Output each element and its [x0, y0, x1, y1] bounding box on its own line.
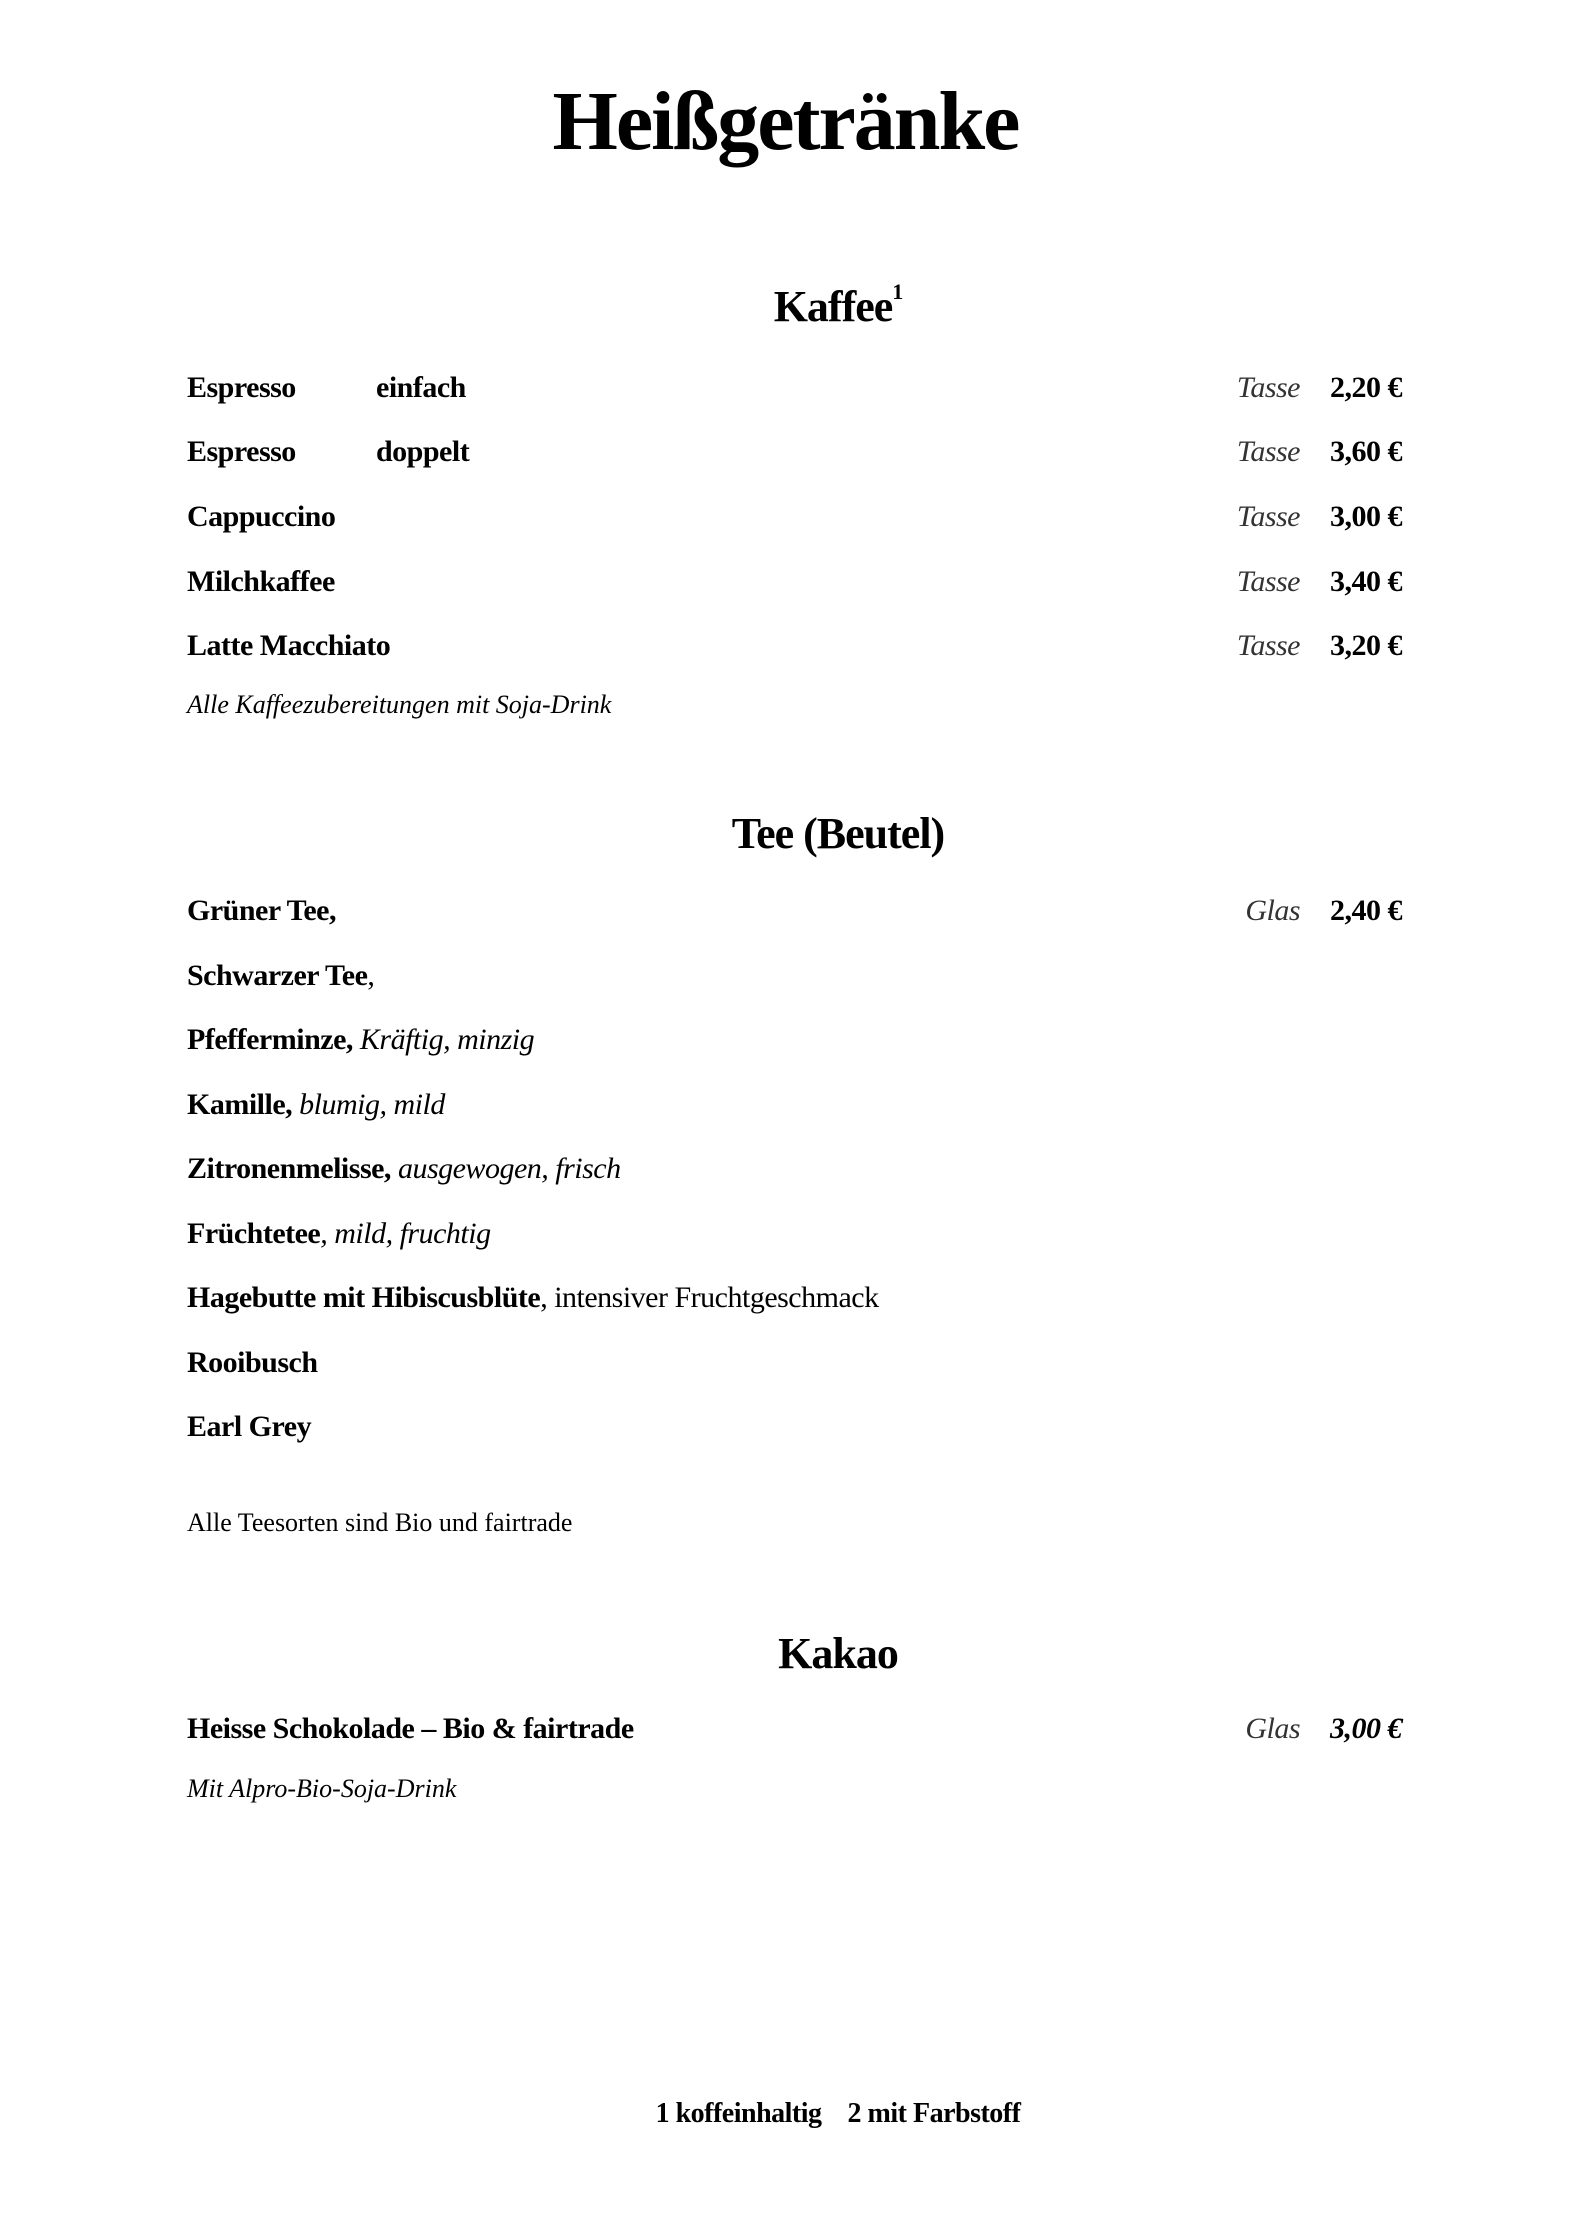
item-price: 3,00 € — [1330, 1712, 1402, 1745]
item-price: 2,40 € — [1330, 894, 1402, 927]
item-name: Espresso — [187, 435, 296, 468]
menu-item-milchkaffee — [187, 560, 1402, 604]
menu-item-heisse-schokolade — [187, 1707, 1402, 1751]
footnote-1: 1 koffeinhaltig — [655, 2098, 822, 2129]
item-unit: Glas — [1245, 1712, 1300, 1745]
kakao-note: Mit Alpro-Bio-Soja-Drink — [187, 1774, 457, 1803]
kaffee-heading-text: Kaffee — [773, 282, 893, 331]
section-heading-tee: Tee (Beutel) — [731, 809, 945, 858]
item-name: Cappuccino — [187, 500, 336, 533]
item-description: , — [367, 959, 375, 992]
item-price: 3,20 € — [1330, 629, 1402, 662]
item-name-text: Früchtetee — [187, 1217, 321, 1250]
tee-note: Alle Teesorten sind Bio und fairtrade — [187, 1508, 573, 1537]
item-description: , mild, fruchtig — [320, 1217, 491, 1250]
item-description: ausgewogen, frisch — [390, 1152, 621, 1185]
item-price: 2,20 € — [1330, 371, 1402, 404]
item-name: Espresso — [187, 371, 296, 404]
item-name-text: Kamille, — [187, 1088, 293, 1121]
kaffee-footnote-marker: 1 — [892, 279, 903, 305]
item-unit: Tasse — [1236, 565, 1300, 598]
item-name — [187, 1212, 491, 1256]
menu-item-pfefferminze — [187, 1018, 1402, 1062]
menu-item-fruechtetee — [187, 1212, 1402, 1256]
item-description: blumig, mild — [292, 1088, 445, 1121]
footnotes — [0, 2098, 1571, 2130]
item-description: Kräftig, minzig — [352, 1023, 535, 1056]
item-name — [187, 889, 336, 933]
item-name — [187, 1018, 534, 1062]
item-unit: Tasse — [1236, 435, 1300, 468]
item-name — [187, 954, 374, 998]
menu-item-cappuccino — [187, 495, 1402, 539]
kaffee-note: Alle Kaffeezubereitungen mit Soja-Drink — [187, 690, 612, 719]
section-heading-kakao: Kakao — [778, 1629, 898, 1678]
item-name — [187, 1276, 879, 1320]
menu-item-rooibusch — [187, 1341, 1402, 1385]
item-name — [187, 1083, 445, 1127]
item-name-text: Grüner Tee, — [187, 894, 336, 927]
item-name-text: Zitronenmelisse, — [187, 1152, 391, 1185]
menu-item-latte-macchiato — [187, 624, 1402, 668]
item-name-text: Hagebutte mit Hibiscusblüte — [187, 1281, 541, 1314]
menu-item-gruener-tee — [187, 889, 1402, 933]
item-name: Milchkaffee — [187, 565, 335, 598]
item-unit: Tasse — [1236, 629, 1300, 662]
item-name: Latte Macchiato — [187, 629, 391, 662]
section-heading-kaffee — [0, 279, 1571, 331]
item-description: , intensiver Fruchtgeschmack — [540, 1281, 879, 1314]
item-unit: Glas — [1245, 894, 1300, 927]
menu-item-espresso-einfach — [187, 366, 1402, 410]
page-title: Heißgetränke — [552, 75, 1019, 168]
item-name: Earl Grey — [187, 1410, 312, 1443]
item-name — [187, 1147, 621, 1191]
item-name-text: Schwarzer Tee — [187, 959, 368, 992]
menu-item-earl-grey — [187, 1405, 1402, 1449]
menu-item-hagebutte — [187, 1276, 1402, 1320]
item-unit: Tasse — [1236, 500, 1300, 533]
menu-item-kamille — [187, 1083, 1402, 1127]
item-variant: doppelt — [376, 435, 470, 468]
menu-item-schwarzer-tee — [187, 954, 1402, 998]
menu-item-espresso-doppelt — [187, 430, 1402, 474]
item-name-text: Pfefferminze, — [187, 1023, 353, 1056]
menu-item-zitronenmelisse — [187, 1147, 1402, 1191]
item-unit: Tasse — [1236, 371, 1300, 404]
item-price: 3,60 € — [1330, 435, 1402, 468]
item-price: 3,00 € — [1330, 500, 1402, 533]
item-name: Rooibusch — [187, 1346, 318, 1379]
item-price: 3,40 € — [1330, 565, 1402, 598]
footnote-2: 2 mit Farbstoff — [847, 2098, 1021, 2129]
item-name: Heisse Schokolade – Bio & fairtrade — [187, 1712, 634, 1745]
item-variant: einfach — [376, 371, 466, 404]
